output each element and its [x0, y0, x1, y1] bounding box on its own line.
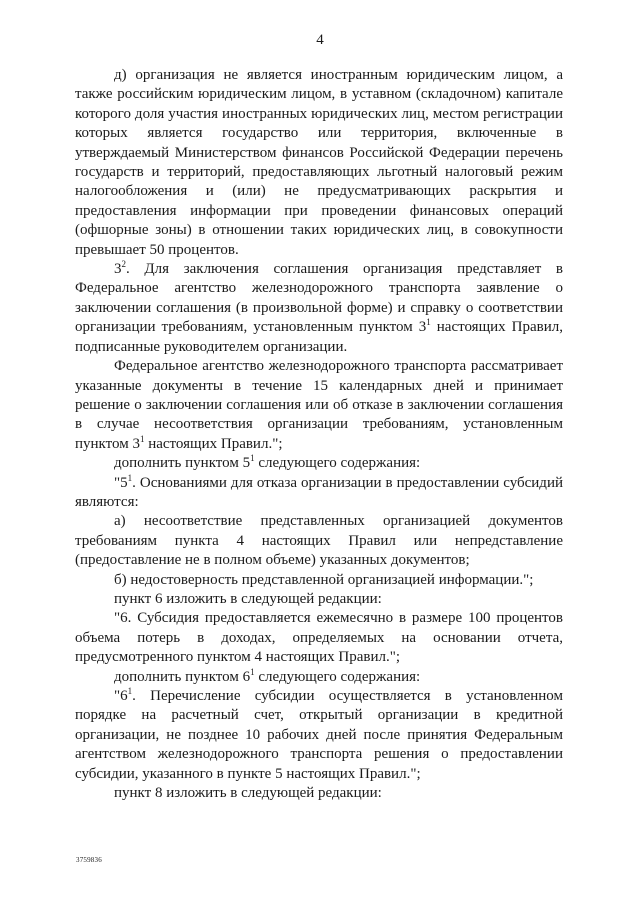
paragraph-b: б) недостоверность представленной организацией информации.";	[114, 571, 534, 588]
paragraph-text: . Основаниями для отказа организации в предоставлении субсидий являются:	[75, 474, 563, 510]
paragraph-amend-6: пункт 6 изложить в следующей редакции:	[114, 590, 382, 607]
paragraph-a: а) несоответствие представленных организацией документов требованиям пункта 4 настоящих Правил или непредставление (предоставление не в полном объеме) указанных документов;	[75, 513, 563, 569]
paragraph-amend-8: пункт 8 изложить в следующей редакции:	[114, 785, 382, 802]
paragraph-text: настоящих Правил, подписанные руководителем организации.	[75, 319, 563, 355]
paragraph-text: Федеральное агентство железнодорожного транспорта рассматривает указанные документы в течение 15 календарных дней и принимает решение о заключении соглашения или об отказе в заключении соглашения в случае несоответствия организации требованиям, установленным пунктом 3	[75, 358, 563, 452]
paragraph-text: "6	[114, 688, 128, 704]
reference-superscript: 1	[139, 433, 145, 444]
paragraph-text: . Для заключения соглашения организация представляет в Федеральное агентство железнодорожного транспорта заявление о заключении соглашения (в произвольной форме) и справку о соответствии организации требованиям, установленным пунктом 3	[75, 261, 563, 336]
clause-superscript: 1	[127, 472, 133, 483]
paragraph-add-5-1	[75, 454, 563, 473]
paragraph-6: "6. Субсидия предоставляется ежемесячно в размере 100 процентов объема потерь в доходах, определяемых на основании отчета, предусмотренного пунктом 4 настоящих Правил.";	[75, 610, 563, 666]
paragraph-review	[75, 357, 563, 454]
reference-superscript: 1	[426, 317, 431, 328]
paragraph-6-1	[75, 687, 563, 784]
page-number: 4	[316, 32, 324, 48]
paragraph-text: следующего содержания:	[254, 668, 421, 685]
paragraph-text: дополнить пунктом 5	[114, 455, 251, 472]
paragraph-3-2	[75, 260, 563, 357]
paragraph-text: дополнить пунктом 6	[114, 668, 251, 685]
reference-superscript: 1	[250, 666, 255, 677]
paragraph-text: "5	[114, 474, 128, 491]
clause-superscript: 2	[121, 259, 126, 270]
reference-superscript: 1	[250, 453, 255, 464]
clause-superscript: 1	[127, 686, 133, 696]
document-code: 3759836	[76, 856, 102, 864]
paragraph-d: д) организация не является иностранным юридическим лицом, а также российским юридическим лицом, в уставном (складочном) капитале которого доля участия иностранных юридических лиц, местом регистрации которых является государство или территория, включенные в утверждаемый Министерством финансов Российской Федерации перечень государств и территорий, предоставляющих льготный налоговый режим налогообложения и (или) не предусматривающих раскрытия и предоставления информации при проведении финансовых операций (офшорные зоны) в отношении таких юридических лиц, в совокупности превышает 50 процентов.	[75, 67, 563, 258]
paragraph-text: следующего содержания:	[254, 455, 421, 472]
paragraph-text: настоящих Правил.";	[144, 435, 283, 452]
paragraph-add-6-1	[75, 668, 563, 687]
clause-number: 3	[114, 261, 122, 278]
paragraph-5-1	[75, 474, 563, 513]
document-body	[75, 66, 563, 803]
paragraph-text: . Перечисление субсидии осуществляется в установленном порядке на расчетный счет, открытый организации в кредитной организации, не позднее 10 рабочих дней после принятия Федеральным агентством железнодорожного транспорта решения о предоставлении субсидии, указанного в пункте 5 настоящих Правил.";	[75, 688, 563, 782]
